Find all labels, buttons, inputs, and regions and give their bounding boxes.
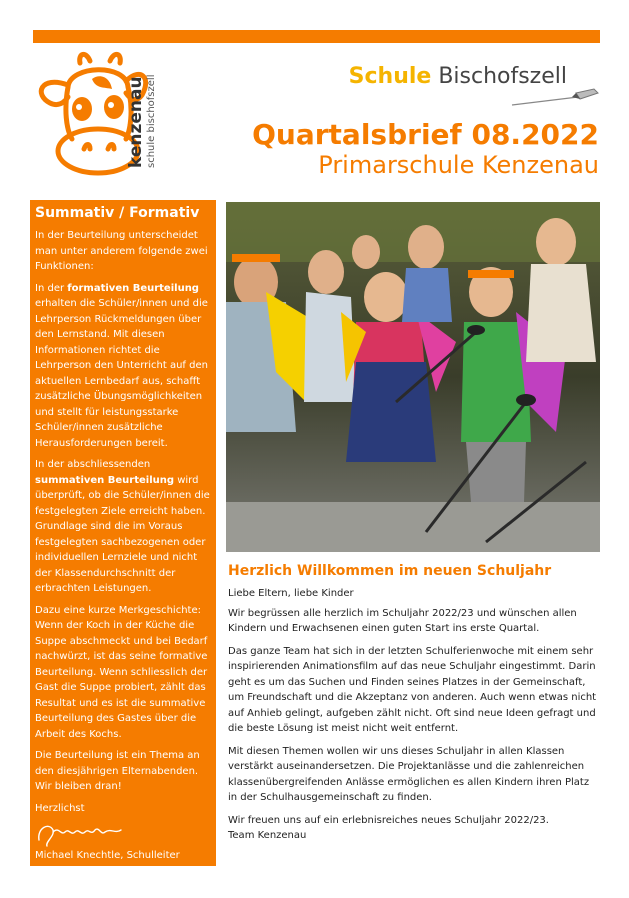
sidebar-box bbox=[30, 200, 216, 866]
sidebar-heading: Summativ / Formativ bbox=[35, 205, 200, 221]
school-word-2: Bischofszell bbox=[438, 64, 567, 89]
logo-subtitle: schule bischofszell bbox=[146, 74, 157, 168]
bold-term: formativen Beurteilung bbox=[67, 282, 199, 294]
pencil-icon bbox=[510, 85, 600, 107]
article-paragraph: Wir freuen uns auf ein erlebnisreiches neues Schuljahr 2022/23. bbox=[228, 814, 549, 826]
sidebar-paragraph: In der Beurteilung unterscheidet man unter anderem folgende zwei Funktionen: bbox=[35, 230, 208, 272]
text-span: In der bbox=[35, 282, 68, 294]
logo-name: kenzenau bbox=[126, 76, 146, 168]
article-signoff: Team Kenzenau bbox=[228, 830, 307, 841]
logo-text bbox=[124, 60, 168, 170]
sidebar-paragraph-formative bbox=[35, 281, 212, 452]
top-bar bbox=[33, 30, 600, 43]
newsletter-subtitle: Primarschule Kenzenau bbox=[318, 151, 599, 179]
newsletter-title: Quartalsbrief 08.2022 bbox=[252, 118, 599, 151]
article bbox=[228, 562, 600, 844]
text-span: erhalten die Schüler/innen und die Lehrperson Rückmeldungen über den Lernstand. Mit diesen Informationen richtet die Lehrperson den Unterricht auf den aktuellen Lernbedarf aus, schafft zusätzliche Übungsmöglichkeiten und stellt für leistungsstarke Schüler/innen zusätzliche Herausforderungen bereit. bbox=[35, 298, 208, 449]
bold-term: summativen Beurteilung bbox=[35, 474, 175, 486]
signer-name: Michael Knechtle, Schulleiter bbox=[35, 850, 180, 861]
school-word-1: Schule bbox=[348, 64, 432, 89]
children-photo bbox=[226, 202, 600, 552]
article-paragraph: Das ganze Team hat sich in der letzten Schulferienwoche mit einem sehr inspirierenden Animationsfilm auf das neue Schuljahr eingestimmt. Darin geht es um das Suchen und Finden seines Platzes in der Gemeinschaft, um Freundschaft und die Akzeptanz von anderen. Auch wenn etwas nicht auf Anhieb gelingt, aufgeben zählt nicht. Oft sind neue Ideen gefragt und die beste Lösung ist meist nicht weit entfernt. bbox=[228, 645, 597, 734]
closing: Herzlichst bbox=[35, 802, 85, 814]
article-greeting: Liebe Eltern, liebe Kinder bbox=[228, 588, 354, 599]
signature-icon bbox=[35, 818, 145, 848]
sidebar-paragraph: Die Beurteilung ist ein Thema an den diesjährigen Elternabenden. Wir bleiben dran! bbox=[35, 750, 200, 792]
article-paragraph: Mit diesen Themen wollen wir uns dieses Schuljahr in allen Klassen verstärkt auseinandersetzen. Die Projektanlässe und die zahlenreichen klassenübergreifenden Anlässe ermöglichen es allen Kindern ihren Platz in der Schulhausgemeinschaft zu finden. bbox=[228, 745, 590, 803]
article-paragraph: Wir begrüssen alle herzlich im Schuljahr 2022/23 und wünschen allen Kindern und Erwachsenen einen guten Start ins erste Quartal. bbox=[228, 607, 577, 634]
text-span: In der abschliessenden bbox=[35, 459, 151, 470]
text-span: wird überprüft, ob die Schüler/innen die festgelegten Ziele erreicht haben. Grundlage sind die im Voraus festgelegten sachbezogenen oder individuellen Lernziele und nicht der Klassendurchschnitt der erbrachten Leistungen. bbox=[35, 474, 210, 594]
sidebar-paragraph-summative bbox=[35, 457, 212, 597]
sidebar-paragraph: Dazu eine kurze Merkgeschichte: Wenn der Koch in der Küche die Suppe abschmeckt und bei Bedarf nachwürzt, ist das seine formative Beurteilung. Wenn schliesslich der Gast die Suppe probiert, zählt das Resultat und es ist die summative Beurteilung des Gastes über die Arbeit des Kochs. bbox=[35, 604, 208, 740]
article-heading: Herzlich Willkommen im neuen Schuljahr bbox=[228, 563, 552, 579]
